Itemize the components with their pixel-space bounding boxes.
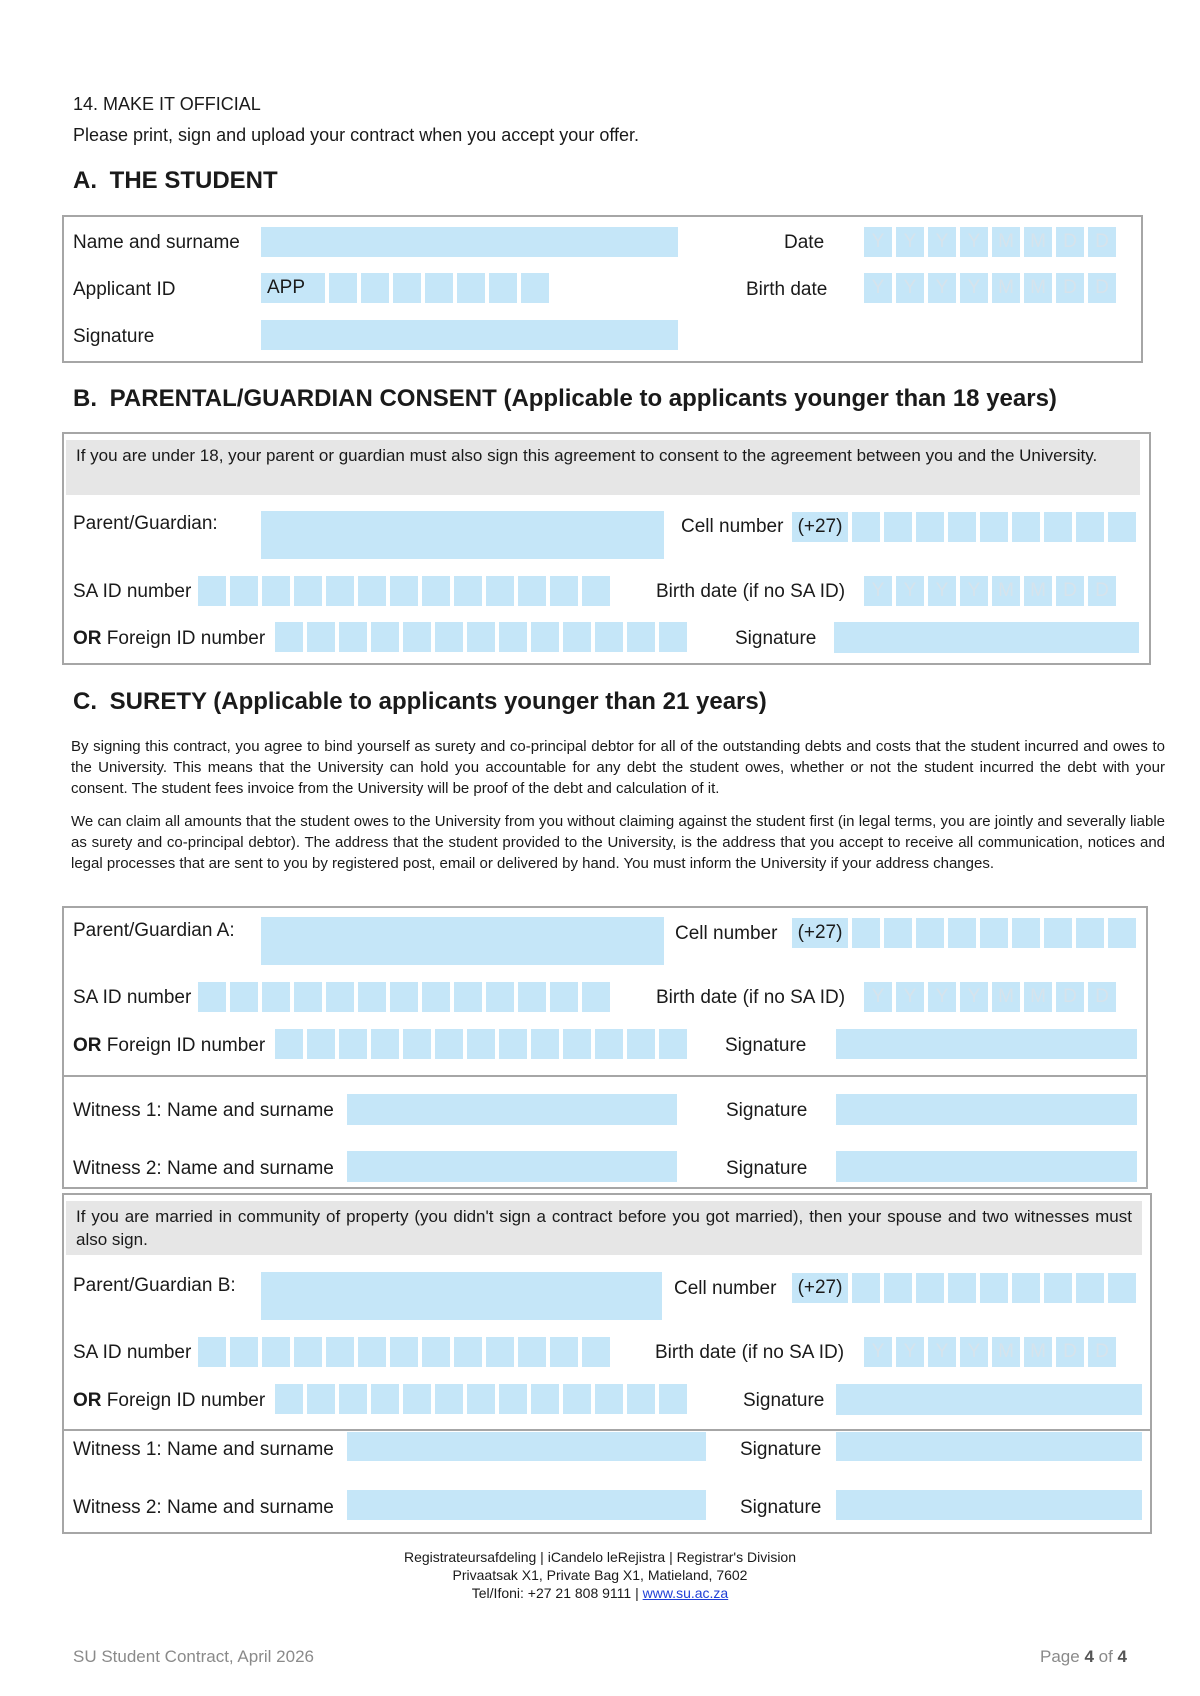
footer-document-name: SU Student Contract, April 2026	[73, 1647, 314, 1666]
date-digit-cell[interactable]: Y	[896, 227, 924, 257]
sa-id-digit-cell[interactable]	[294, 982, 322, 1012]
date-digit-cell[interactable]: M	[1024, 273, 1052, 303]
date-digit-cell[interactable]: Y	[928, 576, 956, 606]
date-digit-cell[interactable]: Y	[960, 1337, 988, 1367]
date-digit-cell[interactable]: M	[992, 227, 1020, 257]
surety-paragraph-2: We can claim all amounts that the student owes to the University from you without claiming against the student first (in legal terms, you are jointly and severally liable as surety and co-principal debtor). The address that the student provided to the University, is the address that you accept to receive all communication, notices and legal processes that are sent to you by registered post, email or delivered by hand. You must inform the University if your address changes.	[71, 813, 1165, 872]
surety-paragraph-1: By signing this contract, you agree to bind yourself as surety and co-principal debtor for all of the outstanding debts and costs that the student incurred and owes to the University. This means that the University can hold you accountable for any debt the student owes, whether or not the student incurred the debt with your consent. The student fees invoice from the University will be proof of the debt and calculation of it.	[71, 738, 1165, 797]
foreign-id-digit-cell[interactable]	[371, 622, 399, 652]
date-digit-cell[interactable]: D	[1056, 273, 1084, 303]
date-digit-cell[interactable]: M	[1024, 227, 1052, 257]
sa-id-digit-cell[interactable]	[198, 982, 226, 1012]
foreign-id-text: Foreign ID number	[106, 1390, 266, 1411]
sa-id-digit-cell[interactable]	[358, 1337, 386, 1367]
date-digit-cell[interactable]: D	[1088, 227, 1116, 257]
sa-id-digit-cell[interactable]	[294, 1337, 322, 1367]
date-digit-cell[interactable]: Y	[864, 982, 892, 1012]
page-current: 4	[1084, 1647, 1094, 1666]
foreign-id-digit-cell[interactable]	[307, 1384, 335, 1414]
foreign-id-digit-cell[interactable]	[435, 1029, 463, 1059]
phone-digit-cell[interactable]	[916, 918, 944, 948]
guardian-b-witness-1-signature-field[interactable]	[836, 1432, 1142, 1461]
date-digit-cell[interactable]: Y	[896, 982, 924, 1012]
phone-digit-cell[interactable]	[1108, 512, 1136, 542]
foreign-id-digit-cell[interactable]	[563, 1384, 591, 1414]
date-digit-cell[interactable]: Y	[896, 273, 924, 303]
date-digit-cell[interactable]: Y	[864, 1337, 892, 1367]
footer-division: Registrateursafdeling | iCandelo leRejistra | Registrar's Division	[404, 1549, 796, 1565]
guardian-b-birth-date-label: Birth date (if no SA ID)	[655, 1342, 845, 1363]
sa-id-digit-cell[interactable]	[390, 1337, 418, 1367]
date-digit-cell[interactable]: M	[1024, 1337, 1052, 1367]
date-digit-cell[interactable]: M	[992, 273, 1020, 303]
foreign-id-digit-cell[interactable]	[467, 1384, 495, 1414]
guardian-a-witness-1-label: Witness 1: Name and surname	[73, 1100, 334, 1121]
guardian-a-birth-date-grid[interactable]	[864, 982, 1116, 1012]
date-digit-cell[interactable]: Y	[960, 273, 988, 303]
phone-digit-cell[interactable]	[852, 1273, 880, 1303]
foreign-id-digit-cell[interactable]	[659, 622, 687, 652]
or-label: OR	[73, 1390, 102, 1411]
foreign-id-text: Foreign ID number	[106, 628, 266, 649]
section-instruction: Please print, sign and upload your contract when you accept your offer.	[73, 125, 640, 145]
guardian-b-foreign-id-grid[interactable]	[275, 1384, 687, 1414]
guardian-a-witness-1-signature-field[interactable]	[836, 1094, 1137, 1125]
guardian-b-witness-1-signature-label: Signature	[740, 1439, 822, 1460]
date-digit-cell[interactable]: D	[1088, 982, 1116, 1012]
date-digit-cell[interactable]: Y	[864, 576, 892, 606]
applicant-id-cell[interactable]	[457, 273, 485, 303]
date-digit-cell[interactable]: Y	[928, 1337, 956, 1367]
guardian-a-signature-label: Signature	[725, 1035, 807, 1056]
foreign-id-digit-cell[interactable]	[275, 622, 303, 652]
applicant-id-prefix: APP	[261, 273, 325, 303]
foreign-id-digit-cell[interactable]	[339, 1384, 367, 1414]
sa-id-digit-cell[interactable]	[518, 1337, 546, 1367]
sa-id-digit-cell[interactable]	[518, 576, 546, 606]
applicant-id-cell[interactable]	[393, 273, 421, 303]
phone-digit-cell[interactable]	[1012, 512, 1040, 542]
student-signature-field[interactable]	[261, 320, 678, 350]
sa-id-digit-cell[interactable]	[582, 576, 610, 606]
date-digit-cell[interactable]: Y	[960, 227, 988, 257]
guardian-b-witness-2-signature-label: Signature	[740, 1497, 822, 1518]
country-code-prefix: (+27)	[792, 918, 848, 948]
date-digit-cell[interactable]: Y	[928, 273, 956, 303]
guardian-cell-label: Cell number	[681, 516, 784, 537]
student-name-field[interactable]	[261, 227, 678, 257]
phone-digit-cell[interactable]	[884, 512, 912, 542]
guardian-b-sa-id-label: SA ID number	[73, 1342, 192, 1363]
foreign-id-digit-cell[interactable]	[371, 1384, 399, 1414]
phone-digit-cell[interactable]	[1012, 1273, 1040, 1303]
guardian-a-cell-label: Cell number	[675, 923, 778, 944]
footer-website-link[interactable]: www.su.ac.za	[642, 1585, 729, 1601]
consent-note: If you are under 18, your parent or guardian must also sign this agreement to consent to the agreement between you and the University.	[66, 440, 1140, 495]
guardian-a-foreign-id-label	[73, 1036, 265, 1055]
foreign-id-digit-cell[interactable]	[531, 1384, 559, 1414]
sa-id-digit-cell[interactable]	[326, 576, 354, 606]
date-digit-cell[interactable]: M	[1024, 576, 1052, 606]
sa-id-digit-cell[interactable]	[422, 576, 450, 606]
foreign-id-digit-cell[interactable]	[659, 1384, 687, 1414]
date-digit-cell[interactable]: D	[1088, 273, 1116, 303]
section-b-letter: B.	[73, 385, 97, 412]
foreign-id-digit-cell[interactable]	[595, 622, 623, 652]
guardian-a-witness-2-signature-label: Signature	[726, 1158, 808, 1179]
phone-digit-cell[interactable]	[884, 1273, 912, 1303]
applicant-id-cell[interactable]	[521, 273, 549, 303]
date-digit-cell[interactable]: D	[1056, 227, 1084, 257]
section-c-heading	[73, 690, 767, 714]
foreign-id-digit-cell[interactable]	[435, 622, 463, 652]
guardian-a-name-field[interactable]	[261, 917, 664, 965]
date-digit-cell[interactable]: Y	[928, 982, 956, 1012]
guardian-a-sa-id-grid[interactable]	[198, 982, 610, 1012]
footer-phone: Tel/Ifoni: +27 21 808 9111 |	[471, 1585, 643, 1601]
foreign-id-digit-cell[interactable]	[275, 1384, 303, 1414]
sa-id-digit-cell[interactable]	[230, 576, 258, 606]
sa-id-digit-cell[interactable]	[358, 982, 386, 1012]
section-c-title: SURETY (Applicable to applicants younger than 21 years)	[109, 688, 767, 715]
sa-id-digit-cell[interactable]	[486, 1337, 514, 1367]
guardian-label: Parent/Guardian:	[73, 513, 218, 534]
phone-digit-cell[interactable]	[852, 512, 880, 542]
sa-id-digit-cell[interactable]	[326, 1337, 354, 1367]
footer-contact	[300, 1584, 900, 1602]
phone-digit-cell[interactable]	[852, 918, 880, 948]
guardian-a-witness-1-name-field[interactable]	[347, 1094, 677, 1125]
student-date-label: Date	[784, 232, 825, 253]
foreign-id-digit-cell[interactable]	[467, 622, 495, 652]
foreign-id-digit-cell[interactable]	[595, 1029, 623, 1059]
sa-id-digit-cell[interactable]	[454, 982, 482, 1012]
section-c-letter: C.	[73, 688, 97, 715]
foreign-id-digit-cell[interactable]	[339, 1029, 367, 1059]
section-b-heading	[73, 387, 1057, 411]
sa-id-digit-cell[interactable]	[294, 576, 322, 606]
foreign-id-digit-cell[interactable]	[659, 1029, 687, 1059]
sa-id-digit-cell[interactable]	[454, 576, 482, 606]
student-signature-label: Signature	[73, 326, 155, 347]
foreign-id-digit-cell[interactable]	[403, 1029, 431, 1059]
foreign-id-digit-cell[interactable]	[595, 1384, 623, 1414]
section-a-letter: A.	[73, 167, 97, 194]
phone-digit-cell[interactable]	[1076, 1273, 1104, 1303]
phone-digit-cell[interactable]	[1108, 1273, 1136, 1303]
phone-digit-cell[interactable]	[948, 1273, 976, 1303]
foreign-id-digit-cell[interactable]	[627, 1384, 655, 1414]
guardian-a-cell-grid[interactable]	[792, 918, 1136, 948]
guardian-b-label: Parent/Guardian B:	[73, 1275, 236, 1296]
guardian-b-witness-1-name-field[interactable]	[347, 1432, 706, 1461]
student-date-grid[interactable]	[864, 227, 1116, 257]
married-note: If you are married in community of property (you didn't sign a contract before you got married), then your spouse and two witnesses must also sign.	[66, 1201, 1142, 1255]
sa-id-digit-cell[interactable]	[230, 982, 258, 1012]
guardian-b-witness-2-signature-field[interactable]	[836, 1490, 1142, 1520]
or-label: OR	[73, 628, 102, 649]
phone-digit-cell[interactable]	[1044, 512, 1072, 542]
foreign-id-text: Foreign ID number	[106, 1035, 266, 1056]
foreign-id-digit-cell[interactable]	[467, 1029, 495, 1059]
guardian-b-name-field[interactable]	[261, 1272, 662, 1320]
sa-id-digit-cell[interactable]	[582, 1337, 610, 1367]
guardian-b-foreign-id-label	[73, 1391, 265, 1410]
guardian-b-witness-2-label: Witness 2: Name and surname	[73, 1497, 334, 1518]
phone-digit-cell[interactable]	[1108, 918, 1136, 948]
guardian-sa-id-grid[interactable]	[198, 576, 610, 606]
foreign-id-digit-cell[interactable]	[531, 1029, 559, 1059]
foreign-id-digit-cell[interactable]	[403, 622, 431, 652]
date-digit-cell[interactable]: Y	[896, 576, 924, 606]
guardian-a-sa-id-label: SA ID number	[73, 987, 192, 1008]
phone-digit-cell[interactable]	[1044, 1273, 1072, 1303]
sa-id-digit-cell[interactable]	[262, 982, 290, 1012]
date-digit-cell[interactable]: Y	[928, 227, 956, 257]
page-of: of	[1093, 1647, 1118, 1666]
guardian-signature-label: Signature	[735, 628, 817, 649]
date-digit-cell[interactable]: Y	[896, 1337, 924, 1367]
guardian-b-cell-label: Cell number	[674, 1278, 777, 1299]
date-digit-cell[interactable]: M	[992, 982, 1020, 1012]
sa-id-digit-cell[interactable]	[326, 982, 354, 1012]
date-digit-cell[interactable]: M	[992, 576, 1020, 606]
foreign-id-digit-cell[interactable]	[307, 622, 335, 652]
date-digit-cell[interactable]: Y	[960, 576, 988, 606]
sa-id-digit-cell[interactable]	[454, 1337, 482, 1367]
guardian-a-label: Parent/Guardian A:	[73, 920, 235, 941]
applicant-id-cell[interactable]	[489, 273, 517, 303]
foreign-id-digit-cell[interactable]	[371, 1029, 399, 1059]
foreign-id-digit-cell[interactable]	[499, 622, 527, 652]
or-label: OR	[73, 1035, 102, 1056]
sa-id-digit-cell[interactable]	[390, 576, 418, 606]
guardian-a-witness-2-name-field[interactable]	[347, 1151, 677, 1182]
country-code-prefix: (+27)	[792, 512, 848, 542]
applicant-id-cell[interactable]	[425, 273, 453, 303]
phone-digit-cell[interactable]	[1076, 918, 1104, 948]
guardian-birth-date-label: Birth date (if no SA ID)	[656, 581, 846, 602]
footer-address	[300, 1548, 900, 1602]
guardian-b-sa-id-grid[interactable]	[198, 1337, 610, 1367]
foreign-id-digit-cell[interactable]	[435, 1384, 463, 1414]
sa-id-digit-cell[interactable]	[230, 1337, 258, 1367]
date-digit-cell[interactable]: M	[1024, 982, 1052, 1012]
country-code-prefix: (+27)	[792, 1273, 848, 1303]
foreign-id-digit-cell[interactable]	[403, 1384, 431, 1414]
sa-id-digit-cell[interactable]	[422, 982, 450, 1012]
footer-postal: Privaatsak X1, Private Bag X1, Matieland, 7602	[452, 1567, 748, 1583]
sa-id-digit-cell[interactable]	[198, 576, 226, 606]
divider	[62, 1429, 1152, 1431]
applicant-id-grid[interactable]	[261, 273, 549, 303]
sa-id-digit-cell[interactable]	[550, 982, 578, 1012]
phone-digit-cell[interactable]	[980, 918, 1008, 948]
date-digit-cell[interactable]: Y	[864, 227, 892, 257]
guardian-b-signature-field[interactable]	[836, 1384, 1142, 1415]
foreign-id-digit-cell[interactable]	[531, 622, 559, 652]
guardian-a-foreign-id-grid[interactable]	[275, 1029, 687, 1059]
phone-digit-cell[interactable]	[884, 918, 912, 948]
phone-digit-cell[interactable]	[1076, 512, 1104, 542]
guardian-b-birth-date-grid[interactable]	[864, 1337, 1116, 1367]
phone-digit-cell[interactable]	[1044, 918, 1072, 948]
foreign-id-digit-cell[interactable]	[499, 1384, 527, 1414]
applicant-id-cell[interactable]	[361, 273, 389, 303]
guardian-foreign-id-label	[73, 629, 265, 648]
date-digit-cell[interactable]: D	[1056, 1337, 1084, 1367]
guardian-cell-grid[interactable]	[792, 512, 1136, 542]
date-digit-cell[interactable]: D	[1088, 576, 1116, 606]
sa-id-digit-cell[interactable]	[550, 1337, 578, 1367]
student-birth-date-grid[interactable]	[864, 273, 1116, 303]
sa-id-digit-cell[interactable]	[550, 576, 578, 606]
foreign-id-digit-cell[interactable]	[563, 622, 591, 652]
page-prefix: Page	[1040, 1647, 1085, 1666]
sa-id-digit-cell[interactable]	[262, 1337, 290, 1367]
sa-id-digit-cell[interactable]	[486, 982, 514, 1012]
foreign-id-digit-cell[interactable]	[499, 1029, 527, 1059]
guardian-signature-field[interactable]	[834, 622, 1139, 653]
student-birth-date-label: Birth date	[746, 279, 828, 300]
sa-id-digit-cell[interactable]	[198, 1337, 226, 1367]
date-digit-cell[interactable]: D	[1056, 576, 1084, 606]
sa-id-digit-cell[interactable]	[518, 982, 546, 1012]
phone-digit-cell[interactable]	[916, 512, 944, 542]
guardian-a-witness-2-label: Witness 2: Name and surname	[73, 1158, 334, 1179]
guardian-a-witness-2-signature-field[interactable]	[836, 1151, 1137, 1182]
page-total: 4	[1117, 1647, 1127, 1666]
guardian-b-signature-label: Signature	[743, 1390, 825, 1411]
date-digit-cell[interactable]: Y	[864, 273, 892, 303]
phone-digit-cell[interactable]	[980, 1273, 1008, 1303]
sa-id-digit-cell[interactable]	[390, 982, 418, 1012]
section-a-heading	[73, 169, 278, 193]
section-b-title: PARENTAL/GUARDIAN CONSENT (Applicable to applicants younger than 18 years)	[109, 385, 1057, 412]
guardian-a-witness-1-signature-label: Signature	[726, 1100, 808, 1121]
phone-digit-cell[interactable]	[1012, 918, 1040, 948]
date-digit-cell[interactable]: M	[992, 1337, 1020, 1367]
applicant-id-label: Applicant ID	[73, 279, 176, 300]
sa-id-digit-cell[interactable]	[422, 1337, 450, 1367]
page-number	[1040, 1648, 1127, 1665]
date-digit-cell[interactable]: D	[1056, 982, 1084, 1012]
applicant-id-cell[interactable]	[329, 273, 357, 303]
foreign-id-digit-cell[interactable]	[563, 1029, 591, 1059]
guardian-sa-id-label: SA ID number	[73, 581, 192, 602]
sa-id-digit-cell[interactable]	[582, 982, 610, 1012]
divider	[62, 1075, 1148, 1077]
section-a-title: THE STUDENT	[109, 167, 278, 194]
phone-digit-cell[interactable]	[948, 918, 976, 948]
guardian-a-signature-field[interactable]	[836, 1029, 1137, 1059]
foreign-id-digit-cell[interactable]	[627, 622, 655, 652]
date-digit-cell[interactable]: Y	[960, 982, 988, 1012]
section-number-title: 14. MAKE IT OFFICIAL	[73, 94, 261, 114]
foreign-id-digit-cell[interactable]	[275, 1029, 303, 1059]
phone-digit-cell[interactable]	[980, 512, 1008, 542]
foreign-id-digit-cell[interactable]	[627, 1029, 655, 1059]
student-name-label: Name and surname	[73, 232, 240, 253]
guardian-b-witness-1-label: Witness 1: Name and surname	[73, 1439, 334, 1460]
guardian-birth-date-grid[interactable]	[864, 576, 1116, 606]
sa-id-digit-cell[interactable]	[262, 576, 290, 606]
guardian-foreign-id-grid[interactable]	[275, 622, 687, 652]
phone-digit-cell[interactable]	[948, 512, 976, 542]
phone-digit-cell[interactable]	[916, 1273, 944, 1303]
guardian-b-cell-grid[interactable]	[792, 1273, 1136, 1303]
guardian-b-witness-2-name-field[interactable]	[347, 1490, 706, 1520]
date-digit-cell[interactable]: D	[1088, 1337, 1116, 1367]
sa-id-digit-cell[interactable]	[358, 576, 386, 606]
sa-id-digit-cell[interactable]	[486, 576, 514, 606]
guardian-a-birth-date-label: Birth date (if no SA ID)	[656, 987, 846, 1008]
foreign-id-digit-cell[interactable]	[339, 622, 367, 652]
guardian-name-field[interactable]	[261, 511, 664, 559]
foreign-id-digit-cell[interactable]	[307, 1029, 335, 1059]
